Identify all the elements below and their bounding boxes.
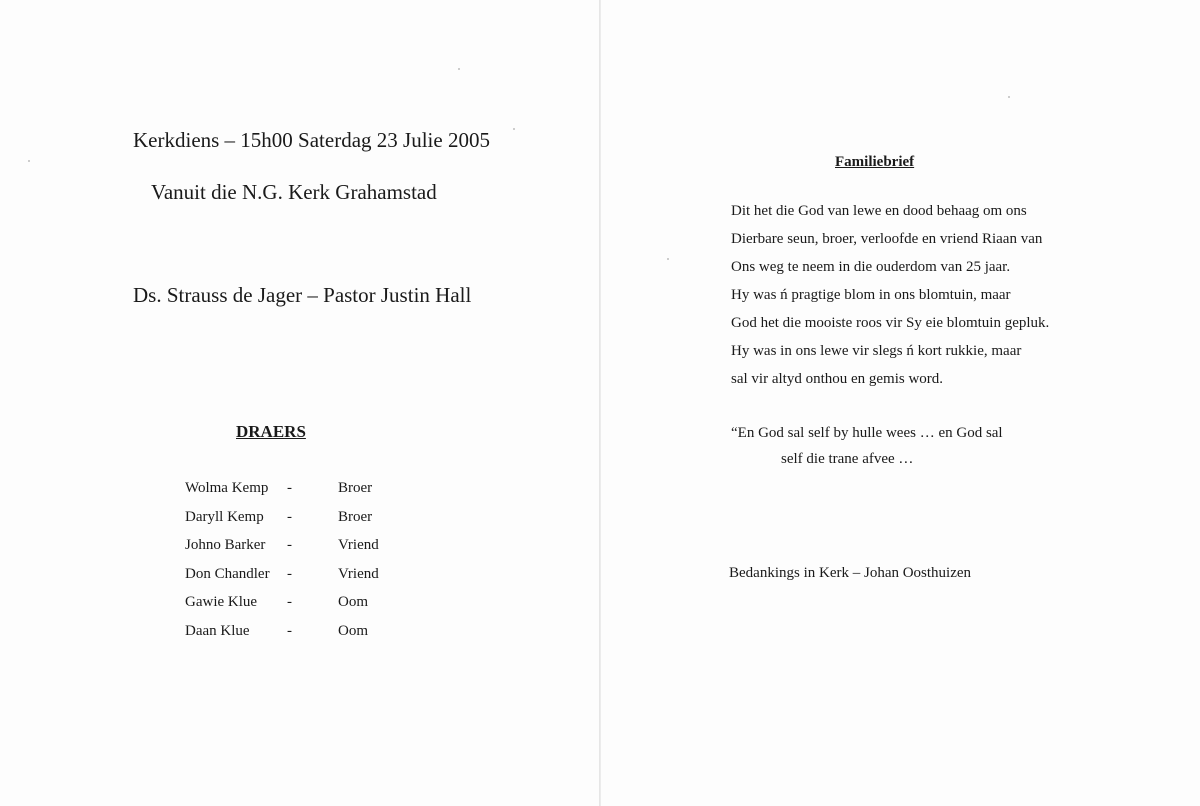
scan-speck (28, 160, 30, 162)
letter-line: Hy was in ons lewe vir slegs ń kort rukkie, maar (731, 343, 1022, 359)
bearer-relation: Vriend (338, 565, 379, 582)
bearer-dash: - (287, 622, 292, 639)
family-letter-heading: Familiebrief (835, 154, 915, 170)
thanks-line: Bedankings in Kerk – Johan Oosthuizen (729, 565, 972, 581)
bearer-relation: Broer (338, 480, 373, 496)
scan-speck (667, 258, 669, 260)
bearer-dash: - (287, 537, 292, 554)
service-time-line: Kerkdiens – 15h00 Saterdag 23 Julie 2005 (133, 128, 490, 152)
bearer-dash: - (287, 480, 292, 496)
letter-line: Dit het die God van lewe en dood behaag om ons (731, 203, 1027, 219)
letter-line: Hy was ń pragtige blom in ons blomtuin, maar (731, 287, 1011, 303)
church-line: Vanuit die N.G. Kerk Grahamstad (151, 180, 437, 204)
bearer-name: Daan Klue (185, 622, 250, 639)
family-letter-text (731, 200, 1049, 396)
bearer-name: Don Chandler (185, 565, 270, 582)
bearer-relation: Oom (338, 594, 368, 611)
bearer-dash: - (287, 565, 292, 582)
right-page (601, 0, 1200, 806)
bearer-relation: Oom (338, 622, 368, 639)
bearers-heading: DRAERS (236, 422, 306, 441)
letter-line: Ons weg te neem in die ouderdom van 25 jaar. (731, 259, 1011, 275)
bearer-relation: Broer (338, 508, 373, 525)
ministers-line: Ds. Strauss de Jager – Pastor Justin Hall (133, 283, 472, 307)
bearer-name: Johno Barker (185, 537, 266, 554)
scan-speck (513, 128, 515, 130)
quote-line: self die trane afvee … (781, 451, 914, 467)
bearer-name: Gawie Klue (185, 594, 258, 611)
bearer-name: Daryll Kemp (185, 508, 264, 525)
bearer-relation: Vriend (338, 537, 379, 554)
letter-line: sal vir altyd onthou en gemis word. (731, 371, 944, 387)
bearer-dash: - (287, 508, 292, 525)
quote-line: “En God sal self by hulle wees … en God sal (731, 425, 1003, 441)
bearer-dash: - (287, 594, 292, 611)
letter-line: God het die mooiste roos vir Sy eie blomtuin gepluk. (731, 315, 1050, 331)
scan-speck (458, 68, 460, 70)
bearer-name: Wolma Kemp (185, 480, 269, 496)
letter-line: Dierbare seun, broer, verloofde en vriend Riaan van (731, 231, 1043, 247)
scan-speck (1008, 96, 1010, 98)
